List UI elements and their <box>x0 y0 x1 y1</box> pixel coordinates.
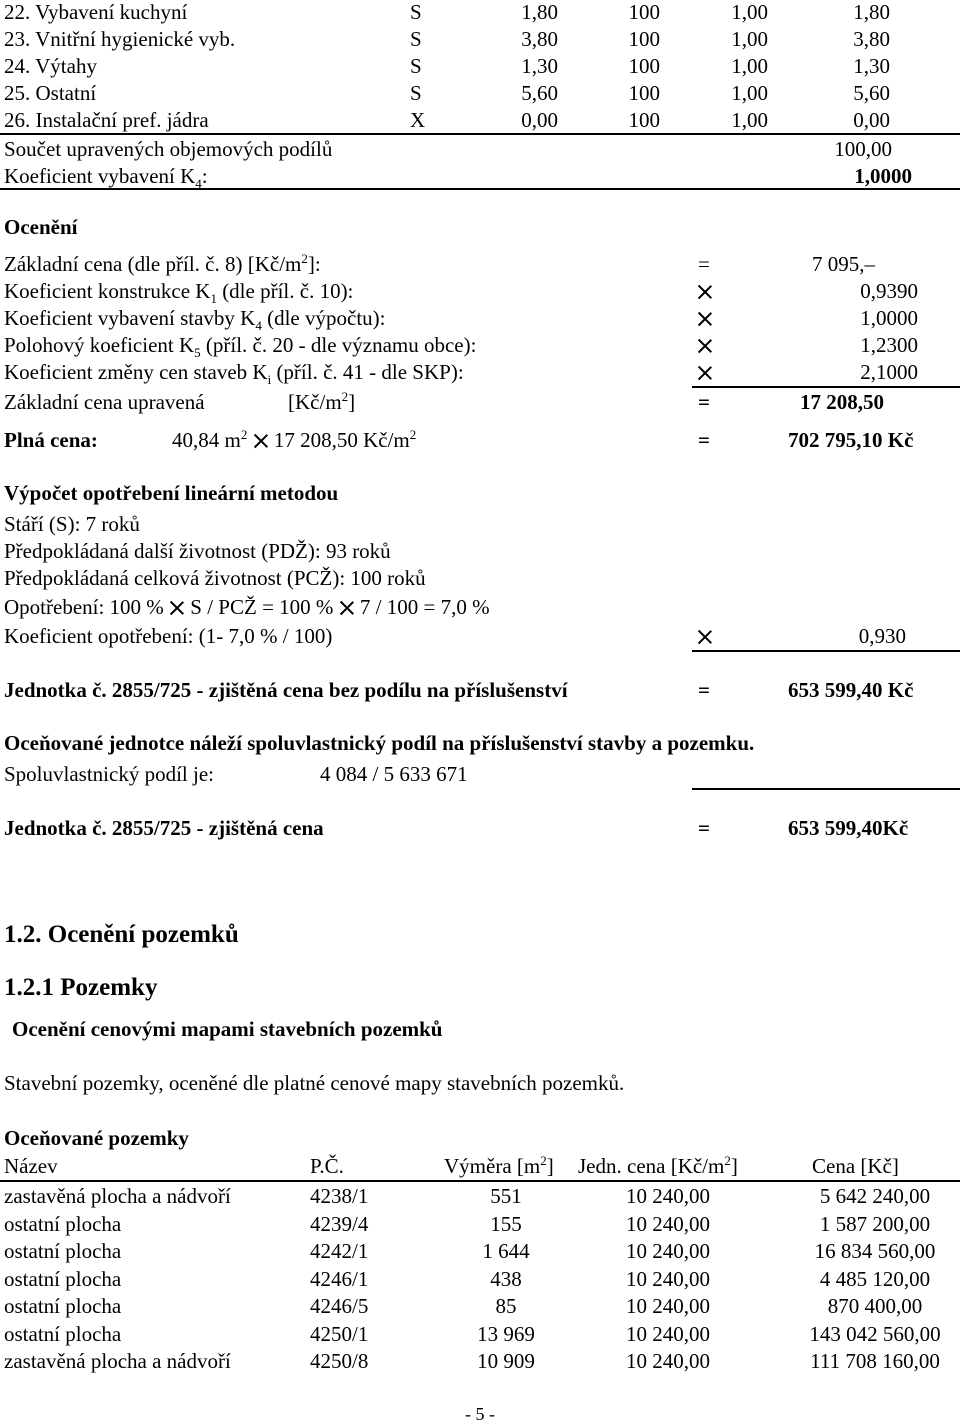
oceneni-heading: Ocenění <box>4 215 78 239</box>
full-price-calc: 40,84 $m^2$ 17 208,50 $Kč/m^2$ <box>172 427 417 452</box>
k5-label: Polohový koeficient $K_5$ (příl. č. 20 - dle významu obce): <box>4 333 477 361</box>
divider <box>692 386 960 388</box>
unit-price-no-share-value: 653 599,40 Kč <box>788 678 914 702</box>
divider <box>692 650 960 652</box>
multiply-icon <box>697 365 713 381</box>
ki-value: 2,1000 <box>860 360 918 384</box>
multiply-icon <box>339 600 355 616</box>
multiply-icon <box>697 338 713 354</box>
adjusted-price-label: Základní cena upravená <box>4 390 205 414</box>
k4-label: Koeficient vybavení $K_4$: <box>4 164 208 192</box>
header-pc: P.Č. <box>310 1154 344 1178</box>
section-heading-1-2-1: 1.2.1 Pozemky <box>4 974 158 1001</box>
share-heading: Oceňované jednotce náleží spoluvlastnický podíl na příslušenství stavby a pozemku. <box>4 731 755 755</box>
multiply-icon <box>697 284 713 300</box>
share-value: 4 084 / 5 633 671 <box>320 762 468 786</box>
unit-price-label: Jednotka č. 2855/725 - zjištěná cena <box>4 816 324 840</box>
k5-value: 1,2300 <box>860 333 918 357</box>
wear-coef-label: Koeficient opotřebení: (1- 7,0 % / 100) <box>4 624 333 648</box>
base-price-label: Základní cena (dle příl. č. 8) $[Kč/m^2]$: <box>4 251 321 276</box>
header-area: Výměra $[m^2]$ <box>444 1153 554 1178</box>
ki-label: Koeficient změny cen staveb $K_i$ (příl. č. 41 - dle SKP): <box>4 360 464 388</box>
sum-value: 100,00 <box>834 137 892 161</box>
divider <box>692 788 960 790</box>
multiply-icon <box>169 600 185 616</box>
page-number: - 5 - <box>465 1404 495 1424</box>
wear-remaining: Předpokládaná další životnost (PDŽ): 93 roků <box>4 539 391 563</box>
divider <box>0 1180 960 1182</box>
unit-price-value: 653 599,40Kč <box>788 816 909 840</box>
price-maps-text: Stavební pozemky, oceněné dle platné cenové mapy stavebních pozemků. <box>4 1071 625 1095</box>
divider <box>0 188 960 190</box>
adjusted-price-unit: $[Kč/m^2]$ <box>288 389 356 414</box>
k1-value: 0,9390 <box>860 279 918 303</box>
wear-total: Předpokládaná celková životnost (PCŽ): 100 roků <box>4 566 426 590</box>
header-unit-price: Jedn. cena $[Kč/m^2]$ <box>578 1153 738 1178</box>
divider <box>0 133 960 135</box>
header-price: Cena [Kč] <box>812 1154 899 1178</box>
wear-heading: Výpočet opotřebení lineární metodou <box>4 481 339 505</box>
multiply-icon <box>697 629 713 645</box>
wear-coef-value: 0,930 <box>858 624 906 648</box>
equals-sign: = <box>698 678 710 702</box>
adjusted-price-value: 17 208,50 <box>800 390 884 414</box>
full-price-value: 702 795,10 Kč <box>788 428 914 452</box>
base-price-value: 7 095,– <box>812 252 875 276</box>
sum-label: Součet upravených objemových podílů <box>4 137 333 161</box>
multiply-icon <box>697 311 713 327</box>
k4-value: 1,0000 <box>854 164 912 188</box>
header-name: Název <box>4 1154 58 1178</box>
wear-calculation: Opotřebení: 100 % S / PCŽ = 100 % 7 / 100 = 7,0 % <box>4 595 490 619</box>
price-maps-heading: Ocenění cenovými mapami stavebních pozemků <box>12 1017 443 1041</box>
k4-stavby-value: 1,0000 <box>860 306 918 330</box>
equals-sign: = <box>698 816 710 840</box>
k4-stavby-label: Koeficient vybavení stavby $K_4$ (dle výpočtu): <box>4 306 386 334</box>
k1-label: Koeficient konstrukce $K_1$ (dle příl. č. 10): <box>4 279 354 307</box>
share-label: Spoluvlastnický podíl je: <box>4 762 214 786</box>
unit-price-no-share-label: Jednotka č. 2855/725 - zjištěná cena bez podílu na příslušenství <box>4 678 568 702</box>
full-price-label: Plná cena: <box>4 428 98 452</box>
equals-sign: = <box>698 252 710 276</box>
multiply-icon <box>253 433 269 449</box>
section-heading-1-2: 1.2. Ocenění pozemků <box>4 921 239 948</box>
wear-age: Stáří (S): 7 roků <box>4 512 140 536</box>
equals-sign: = <box>698 390 710 414</box>
equals-sign: = <box>698 428 710 452</box>
land-heading: Oceňované pozemky <box>4 1126 189 1150</box>
